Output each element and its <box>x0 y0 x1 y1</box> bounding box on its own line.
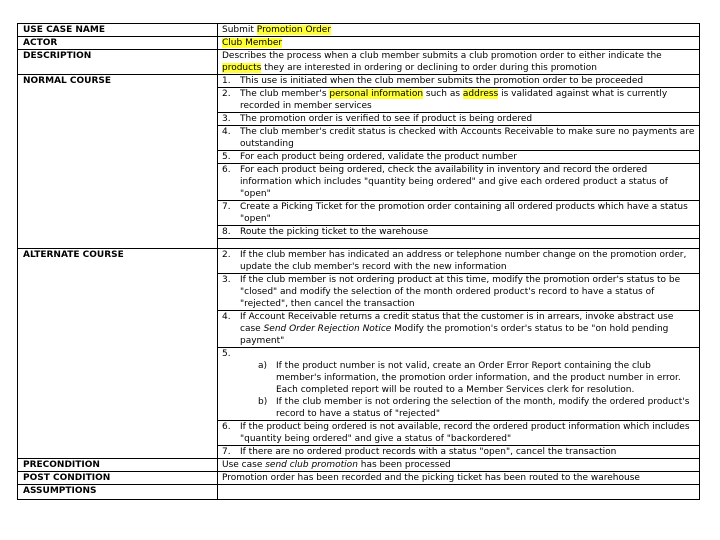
alternate-course-steps <box>218 249 700 459</box>
sub-step-text: If the product number is not valid, create an Order Error Report containing the club member's information, the promotion order information, and the product number in error. Each completed report will be routed to a Member Services clerk for resolution. <box>276 361 681 395</box>
step-text: The promotion order is verified to see if product is being ordered <box>240 114 533 124</box>
step-number: 5. <box>222 152 231 162</box>
step-number: 3. <box>222 275 231 285</box>
row-post-condition <box>18 472 700 485</box>
normal-step <box>218 151 699 164</box>
step-text: If the product being ordered is not available, record the ordered product information which includes "quantity being ordered" and give a status of "backordered" <box>240 422 690 444</box>
sub-step-letter: a) <box>258 361 268 371</box>
post-condition-value: Promotion order has been recorded and the picking ticket has been routed to the warehouse <box>218 472 700 485</box>
alternate-course-list <box>218 249 699 458</box>
step-number: 4. <box>222 127 231 137</box>
step-text-post: is validated against what is currently recorded in member services <box>240 89 668 111</box>
precondition-text-pre: Use case <box>222 460 266 470</box>
step-number: 7. <box>222 202 231 212</box>
step-number: 1. <box>222 76 231 86</box>
precondition-use-case-name: send club promotion <box>265 460 358 470</box>
alternate-step <box>218 249 699 274</box>
description-label: DESCRIPTION <box>18 50 218 75</box>
assumptions-label: ASSUMPTIONS <box>18 485 218 500</box>
actor-label: ACTOR <box>18 37 218 50</box>
alternate-step <box>218 274 699 311</box>
alternate-step <box>218 446 699 459</box>
precondition-value <box>218 459 700 472</box>
sub-step-text: If the club member is not ordering the selection of the month, modify the ordered product's record to have a status of "rejected" <box>276 397 690 419</box>
normal-step <box>218 88 699 113</box>
step-number: 6. <box>222 165 231 175</box>
precondition-label: PRECONDITION <box>18 459 218 472</box>
step-number: 5. <box>222 349 231 359</box>
step-text: This use is initiated when the club member submits the promotion order to be proceeded <box>240 76 644 86</box>
step-number: 4. <box>222 312 231 322</box>
normal-course-steps <box>218 75 700 249</box>
description-text-post: they are interested in ordering or declining to order during this promotion <box>261 63 597 73</box>
step-number: 3. <box>222 114 231 124</box>
row-description <box>18 50 700 75</box>
step-text-post: Modify the promotion's order's status to be "on hold pending payment" <box>240 324 669 346</box>
step-text: Route the picking ticket to the warehouse <box>240 227 429 237</box>
normal-step <box>218 113 699 126</box>
row-normal-course <box>18 75 700 249</box>
normal-course-label: NORMAL COURSE <box>18 75 218 249</box>
alternate-step <box>218 311 699 348</box>
address-highlight: address <box>462 89 499 99</box>
row-actor <box>18 37 700 50</box>
step-text: For each product being ordered, check the availability in inventory and record the ordered information which includes "quantity being ordered" and give each ordered product a status of "open" <box>240 165 668 199</box>
step-text <box>240 311 695 347</box>
use-case-name-highlight: Promotion Order <box>256 25 332 35</box>
step-text: If the club member is not ordering product at this time, modify the promotion order's status to be "closed" and modify the selection of the month ordered product's record to have a status of "rejected", then cancel the transaction <box>240 275 681 309</box>
step-text <box>240 88 695 112</box>
step-number: 8. <box>222 227 231 237</box>
step-text-mid: such as <box>423 89 463 99</box>
normal-step <box>218 201 699 226</box>
sub-step-b <box>222 396 695 420</box>
precondition-text-post: has been processed <box>357 460 451 470</box>
post-condition-label: POST CONDITION <box>18 472 218 485</box>
use-case-name-prefix: Submit <box>222 25 257 35</box>
normal-step <box>218 164 699 201</box>
normal-course-list <box>218 75 699 248</box>
step-text: For each product being ordered, validate the product number <box>240 152 517 162</box>
step-number: 7. <box>222 447 231 457</box>
normal-step <box>218 226 699 239</box>
alternate-step <box>218 348 699 421</box>
step-text-pre: The club member's <box>240 89 330 99</box>
row-use-case-name <box>18 24 700 37</box>
normal-step <box>218 75 699 88</box>
step-number: 2. <box>222 250 231 260</box>
assumptions-value <box>218 485 700 500</box>
use-case-name-value <box>218 24 700 37</box>
row-alternate-course <box>18 249 700 459</box>
normal-step <box>218 126 699 151</box>
alternate-course-label: ALTERNATE COURSE <box>18 249 218 459</box>
step-text: If the club member has indicated an address or telephone number change on the promotion order, update the club member's record with the new information <box>240 250 687 272</box>
sub-step-a <box>222 360 695 396</box>
abstract-use-case-name: Send Order Rejection Notice <box>263 324 392 334</box>
description-highlight: products <box>222 63 262 73</box>
description-text-pre: Describes the process when a club member submits a club promotion order to either indicate the <box>222 51 662 61</box>
normal-step-blank <box>218 239 699 249</box>
personal-information-highlight: personal information <box>329 89 424 99</box>
actor-highlight: Club Member <box>222 38 283 48</box>
step-number: 2. <box>222 89 231 99</box>
step-text: If there are no ordered product records with a status "open", cancel the transaction <box>240 447 617 457</box>
step-text-pre: If Account Receivable returns a credit status that the customer is in arrears, invoke abstract use case <box>240 312 674 334</box>
actor-value <box>218 37 700 50</box>
step-text: The club member's credit status is checked with Accounts Receivable to make sure no payments are outstanding <box>240 127 695 149</box>
sub-step-letter: b) <box>258 397 268 407</box>
row-assumptions <box>18 485 700 500</box>
use-case-name-label: USE CASE NAME <box>18 24 218 37</box>
alternate-step <box>218 421 699 446</box>
use-case-table <box>17 23 700 500</box>
description-value <box>218 50 700 75</box>
step-text: Create a Picking Ticket for the promotion order containing all ordered products which have a status "open" <box>240 202 688 224</box>
row-precondition <box>18 459 700 472</box>
step-number: 6. <box>222 422 231 432</box>
